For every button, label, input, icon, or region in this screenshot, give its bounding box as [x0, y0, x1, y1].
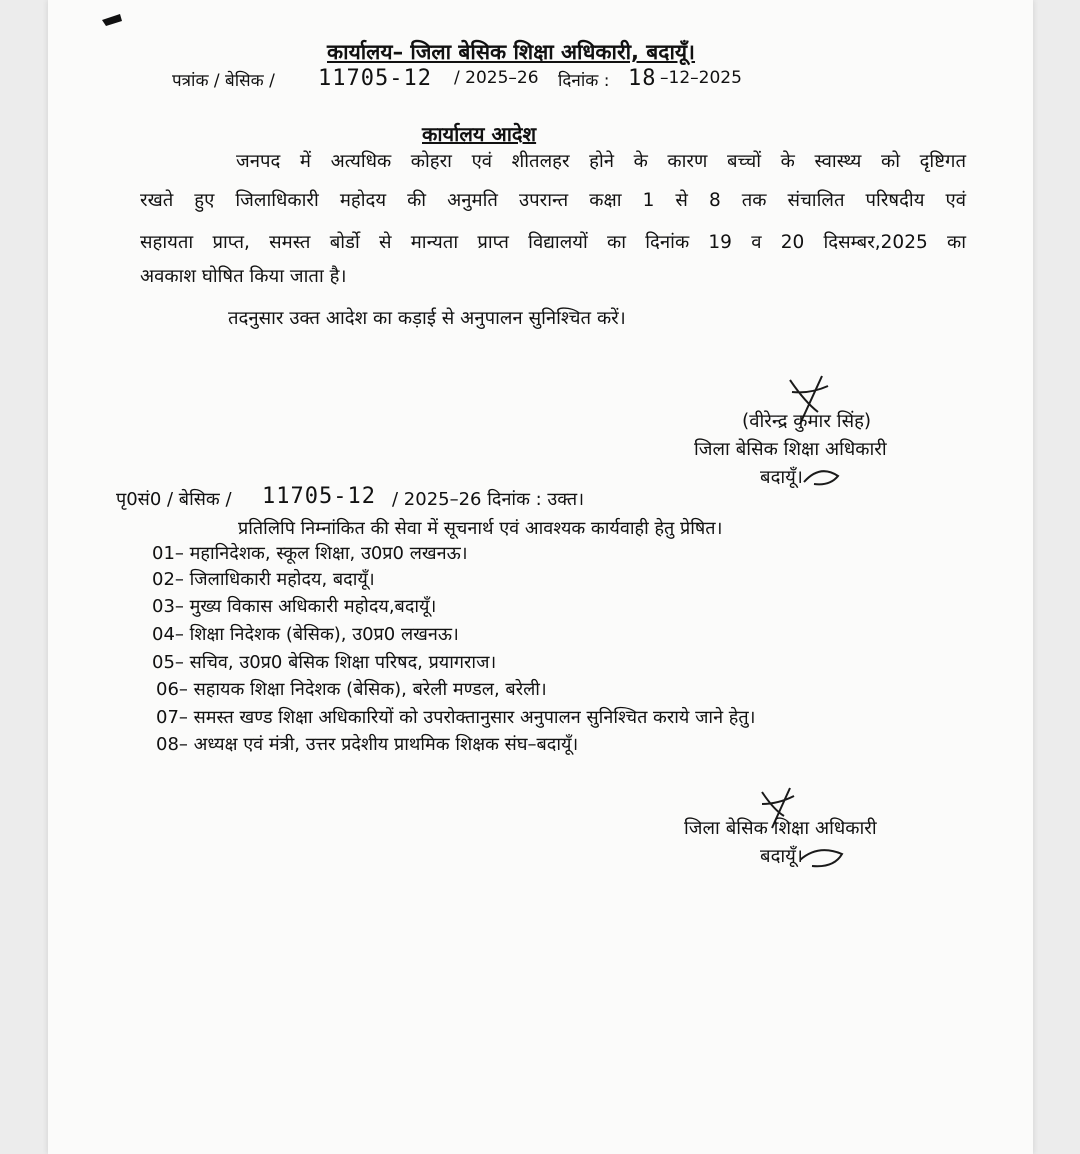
ref-number-handwritten: 11705-12	[318, 66, 432, 91]
distribution-item: 05– सचिव, उ0प्र0 बेसिक शिक्षा परिषद, प्रयागराज।	[152, 652, 497, 673]
signatory2-designation: जिला बेसिक शिक्षा अधिकारी	[684, 818, 877, 839]
distribution-item: 06– सहायक शिक्षा निदेशक (बेसिक), बरेली मण्डल, बरेली।	[156, 679, 547, 700]
ref-year: / 2025–26	[454, 68, 539, 88]
signatory2-place: बदायूँ।	[760, 846, 803, 867]
date-day-handwritten: 18	[628, 66, 657, 91]
compliance-line: तदनुसार उक्त आदेश का कड़ाई से अनुपालन सुनिश्चित करें।	[228, 308, 626, 329]
signatory-designation: जिला बेसिक शिक्षा अधिकारी	[694, 439, 887, 460]
signatory-name: (वीरेन्द्र कुमार सिंह)	[742, 411, 872, 432]
distribution-item: 02– जिलाधिकारी महोदय, बदायूँ।	[152, 569, 375, 590]
endorsement-intro: प्रतिलिपि निम्नांकित की सेवा में सूचनार्थ एवं आवश्यक कार्यवाही हेतु प्रेषित।	[238, 518, 723, 539]
order-line-2: रखते हुए जिलाधिकारी महोदय की अनुमति उपरान्त कक्षा 1 से 8 तक संचालित परिषदीय एवं	[140, 190, 966, 211]
endorsement-ref-rest: / 2025–26 दिनांक : उक्त।	[392, 489, 585, 510]
order-line-4: अवकाश घोषित किया जाता है।	[140, 266, 347, 287]
endorsement-ref-number-handwritten: 11705-12	[262, 484, 376, 509]
distribution-item: 08– अध्यक्ष एवं मंत्री, उत्तर प्रदेशीय प्राथमिक शिक्षक संघ–बदायूँ।	[156, 734, 579, 755]
distribution-item: 04– शिक्षा निदेशक (बेसिक), उ0प्र0 लखनऊ।	[152, 624, 459, 645]
signatory-place: बदायूँ।	[760, 467, 803, 488]
endorsement-ref-prefix: पृ0सं0 / बेसिक /	[116, 489, 232, 510]
order-line-3: सहायता प्राप्त, समस्त बोर्डो से मान्यता प्राप्त विद्यालयों का दिनांक 19 व 20 दिसम्बर,2025 का	[140, 232, 966, 253]
ref-prefix: पत्रांक / बेसिक /	[172, 71, 275, 91]
order-heading: कार्यालय आदेश	[422, 122, 537, 146]
signature-flourish-1	[800, 462, 846, 490]
distribution-item: 03– मुख्य विकास अधिकारी महोदय,बदायूँ।	[152, 596, 437, 617]
distribution-item: 01– महानिदेशक, स्कूल शिक्षा, उ0प्र0 लखनऊ।	[152, 543, 468, 564]
ink-dot-mark	[100, 12, 124, 28]
signature-flourish-2	[796, 842, 850, 872]
date-label: दिनांक :	[558, 71, 610, 91]
office-title: कार्यालय– जिला बेसिक शिक्षा अधिकारी, बदायूँ।	[327, 40, 696, 64]
date-rest: –12–2025	[660, 68, 742, 88]
distribution-item: 07– समस्त खण्ड शिक्षा अधिकारियों को उपरोक्तानुसार अनुपालन सुनिश्चित कराये जाने हेतु।	[156, 707, 756, 728]
order-line-1: जनपद में अत्यधिक कोहरा एवं शीतलहर होने के कारण बच्चों के स्वास्थ्य को दृष्टिगत	[236, 151, 966, 172]
